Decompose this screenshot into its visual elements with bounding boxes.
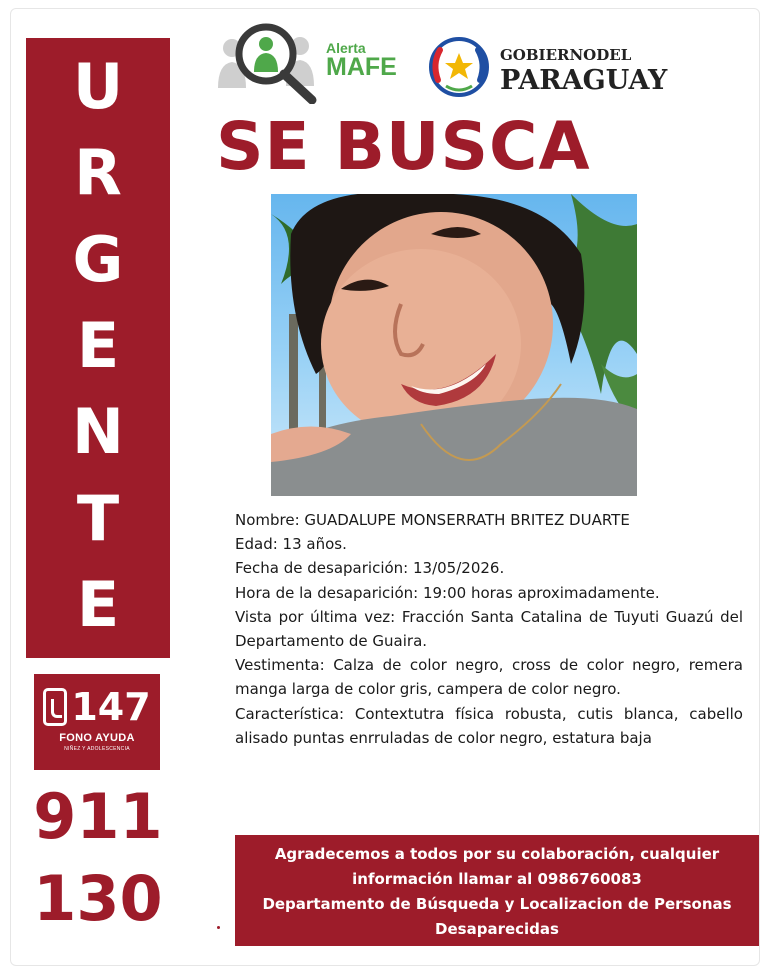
phone-icon [43, 688, 67, 726]
mafe-label: MAFE [326, 52, 397, 81]
del-word: DEL [596, 45, 632, 64]
detail-fecha: Fecha de desaparición: 13/05/2026. [235, 559, 505, 578]
urgent-letter: E [76, 308, 120, 382]
gov-title-line2: PARAGUAY [500, 64, 668, 96]
urgent-letter: G [72, 222, 124, 296]
decorative-dot [217, 926, 220, 929]
fono-ayuda-label: FONO AYUDA [59, 732, 135, 744]
missing-person-details [235, 508, 743, 750]
fono-ayuda-badge [34, 674, 160, 770]
se-busca-headline: SE BUSCA [216, 108, 591, 185]
detail-vestimenta: Vestimenta: Calza de color negro, cross de color negro, remera manga larga de color gris, campera de color negro. [235, 656, 743, 699]
urgent-letter: E [76, 567, 120, 641]
contact-footer [235, 835, 759, 946]
emergency-number-130: 130 [33, 862, 163, 935]
detail-caracteristica: Característica: Contextutra física robusta, cutis blanca, cabello alisado puntas enrruladas de color negro, estatura baja [235, 704, 743, 747]
urgent-banner [26, 38, 170, 658]
gobierno-paraguay-logo [426, 34, 667, 100]
urgent-letter: U [72, 50, 124, 123]
gobierno-word: GOBIERNO [500, 45, 597, 64]
alerta-mafe-logo [216, 16, 397, 104]
urgent-letter: N [72, 395, 124, 469]
urgent-letter: T [76, 481, 120, 555]
detail-edad: Edad: 13 años. [235, 535, 347, 554]
detail-vista: Vista por última vez: Fracción Santa Catalina de Tuyuti Guazú del Departamento de Guaira. [235, 607, 743, 651]
emergency-number-911: 911 [33, 780, 163, 853]
gov-title-line1 [500, 41, 667, 64]
footer-line-4: Desaparecidas [435, 920, 559, 938]
footer-line-3: Departamento de Búsqueda y Localizacion de Personas [262, 895, 732, 913]
alerta-label: Alerta [326, 39, 366, 56]
fono-ayuda-number: 147 [71, 685, 151, 729]
missing-person-photo [271, 194, 637, 496]
detail-nombre: Nombre: GUADALUPE MONSERRATH BRITEZ DUARTE [235, 511, 630, 529]
paraguay-seal-icon [426, 34, 492, 100]
magnifier-people-icon [216, 16, 320, 104]
detail-hora: Hora de la desaparición: 19:00 horas aproximadamente. [235, 583, 660, 602]
footer-line-2: información llamar al 0986760083 [352, 870, 642, 888]
fono-ayuda-sublabel: NIÑEZ Y ADOLESCENCIA [64, 746, 130, 752]
footer-line-1: Agradecemos a todos por su colaboración, cualquier [274, 845, 720, 863]
urgent-letter: R [74, 136, 122, 210]
